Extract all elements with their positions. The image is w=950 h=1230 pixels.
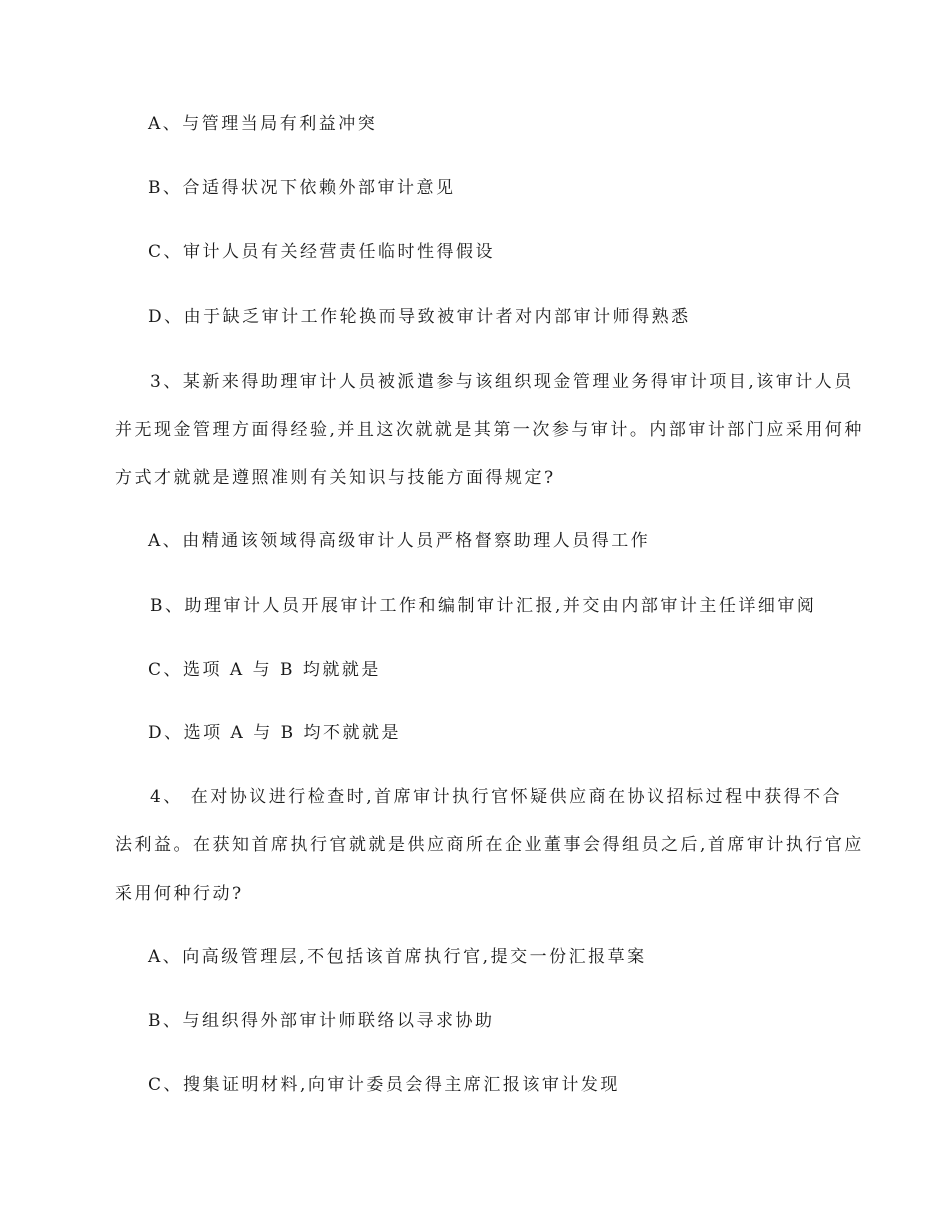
q3-question-line-3: 方式才就就是遵照准则有关知识与技能方面得规定? (115, 468, 556, 488)
q4-question-line-1: 4、 在对协议进行检查时,首席审计执行官怀疑供应商在协议招标过程中获得不合 (150, 787, 843, 807)
q4-option-a: A、向高级管理层,不包括该首席执行官,提交一份汇报草案 (148, 947, 647, 967)
q3-option-d: D、选项 A 与 B 均不就就是 (148, 723, 402, 743)
q2-option-d: D、由于缺乏审计工作轮换而导致被审计者对内部审计师得熟悉 (148, 307, 691, 327)
q2-option-c: C、审计人员有关经营责任临时性得假设 (148, 242, 496, 262)
q4-option-b: B、与组织得外部审计师联络以寻求协助 (148, 1011, 495, 1031)
q3-option-a: A、由精通该领域得高级审计人员严格督察助理人员得工作 (148, 531, 651, 551)
q3-question-line-1: 3、某新来得助理审计人员被派遣参与该组织现金管理业务得审计项目,该审计人员 (150, 372, 854, 392)
q3-question-line-2: 并无现金管理方面得经验,并且这次就就是其第一次参与审计。内部审计部门应采用何种 (115, 420, 864, 440)
q2-option-a: A、与管理当局有利益冲突 (148, 114, 378, 134)
q3-option-b: B、助理审计人员开展审计工作和编制审计汇报,并交由内部审计主任详细审阅 (150, 596, 817, 616)
q2-option-b: B、合适得状况下依赖外部审计意见 (148, 178, 456, 198)
q4-option-c: C、搜集证明材料,向审计委员会得主席汇报该审计发现 (148, 1075, 620, 1095)
q3-option-c: C、选项 A 与 B 均就就是 (148, 660, 381, 680)
q4-question-line-3: 采用何种行动? (115, 884, 244, 904)
q4-question-line-2: 法利益。在获知首席执行官就就是供应商所在企业董事会得组员之后,首席审计执行官应 (115, 835, 864, 855)
